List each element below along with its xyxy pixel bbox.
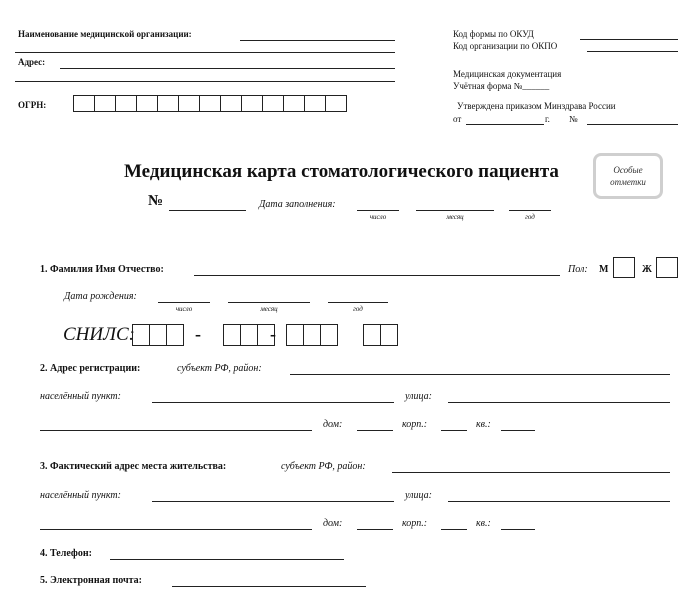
fill-date-year-field[interactable] <box>509 210 551 211</box>
reg-address-label: 2. Адрес регистрации: <box>40 363 141 374</box>
okpo-field[interactable] <box>587 51 678 52</box>
reg-subject-label: субъект РФ, район: <box>177 363 262 374</box>
approved-number-sign: № <box>569 114 578 124</box>
snils-group-2[interactable] <box>223 324 275 346</box>
fill-date-day-field[interactable] <box>357 210 399 211</box>
sex-female-checkbox[interactable] <box>656 257 678 278</box>
snils-group-4[interactable] <box>363 324 398 346</box>
approved-from-label: от <box>453 114 462 124</box>
actual-building-label: корп.: <box>402 518 428 529</box>
ogrn-cells[interactable] <box>73 95 347 112</box>
page-title: Медицинская карта стоматологического пациента <box>124 161 559 182</box>
stamp-line2: отметки <box>610 177 646 187</box>
fill-date-month-caption: месяц <box>446 213 464 221</box>
actual-address-label: 3. Фактический адрес места жительства: <box>40 461 227 472</box>
birth-month-caption: месяц <box>260 305 278 313</box>
approved-year-suffix: г. <box>545 114 550 124</box>
birth-date-label: Дата рождения: <box>64 291 137 302</box>
sex-female-label: Ж <box>642 264 652 275</box>
ogrn-label: ОГРН: <box>18 100 47 110</box>
address-field[interactable] <box>60 68 395 69</box>
reg-street-field[interactable] <box>448 402 670 403</box>
reg-address-extra-field[interactable] <box>40 430 312 431</box>
email-label: 5. Электронная почта: <box>40 575 142 586</box>
reg-building-field[interactable] <box>441 430 467 431</box>
snils-dash-1: - <box>195 324 201 344</box>
okpo-label: Код организации по ОКПО <box>453 41 558 51</box>
birth-month-field[interactable] <box>228 302 310 303</box>
sex-male-label: М <box>599 264 609 275</box>
fill-date-label: Дата заполнения: <box>259 199 336 210</box>
phone-label: 4. Телефон: <box>40 548 92 559</box>
reg-subject-field[interactable] <box>290 374 670 375</box>
email-field[interactable] <box>172 586 366 587</box>
actual-apt-field[interactable] <box>501 529 535 530</box>
special-notes-box <box>593 153 663 199</box>
actual-house-field[interactable] <box>357 529 393 530</box>
full-name-field[interactable] <box>194 275 560 276</box>
actual-building-field[interactable] <box>441 529 467 530</box>
actual-address-extra-field[interactable] <box>40 529 312 530</box>
snils-group-1[interactable] <box>132 324 184 346</box>
actual-street-field[interactable] <box>448 501 670 502</box>
actual-subject-label: субъект РФ, район: <box>281 461 366 472</box>
fill-date-month-field[interactable] <box>416 210 494 211</box>
actual-locality-field[interactable] <box>152 501 394 502</box>
actual-house-label: дом: <box>323 518 343 529</box>
org-name-field-line2[interactable] <box>15 52 395 53</box>
birth-year-field[interactable] <box>328 302 388 303</box>
actual-locality-label: населённый пункт: <box>40 490 121 501</box>
actual-subject-field[interactable] <box>392 472 670 473</box>
actual-street-label: улица: <box>405 490 432 501</box>
address-field-line2[interactable] <box>15 81 395 82</box>
card-number-field[interactable] <box>169 210 246 211</box>
actual-apt-label: кв.: <box>476 518 491 529</box>
fill-date-day-caption: число <box>369 213 387 221</box>
reg-apt-label: кв.: <box>476 419 491 430</box>
org-name-field[interactable] <box>240 40 395 41</box>
doc-type-line1: Медицинская документация <box>453 69 562 79</box>
birth-year-caption: год <box>353 305 363 313</box>
sex-male-checkbox[interactable] <box>613 257 635 278</box>
reg-street-label: улица: <box>405 391 432 402</box>
birth-day-field[interactable] <box>158 302 210 303</box>
reg-locality-label: населённый пункт: <box>40 391 121 402</box>
reg-house-field[interactable] <box>357 430 393 431</box>
snils-label: СНИЛС: <box>63 324 135 345</box>
snils-group-3[interactable] <box>286 324 338 346</box>
snils-dash-2: - <box>270 324 276 344</box>
okud-label: Код формы по ОКУД <box>453 29 534 39</box>
reg-locality-field[interactable] <box>152 402 394 403</box>
stamp-line1: Особые <box>613 165 643 175</box>
card-number-label: № <box>148 193 164 209</box>
sex-label: Пол: <box>568 264 588 275</box>
org-name-label: Наименование медицинской организации: <box>18 29 192 39</box>
address-label: Адрес: <box>18 57 46 67</box>
approved-number-field[interactable] <box>587 124 678 125</box>
doc-type-line2: Учётная форма №______ <box>453 81 550 91</box>
approved-by: Утверждена приказом Минздрава России <box>457 101 616 111</box>
birth-day-caption: число <box>175 305 193 313</box>
approved-date-field[interactable] <box>466 124 544 125</box>
phone-field[interactable] <box>110 559 344 560</box>
full-name-label: 1. Фамилия Имя Отчество: <box>40 264 164 275</box>
reg-house-label: дом: <box>323 419 343 430</box>
reg-building-label: корп.: <box>402 419 428 430</box>
okud-field[interactable] <box>580 39 678 40</box>
reg-apt-field[interactable] <box>501 430 535 431</box>
fill-date-year-caption: год <box>525 213 535 221</box>
